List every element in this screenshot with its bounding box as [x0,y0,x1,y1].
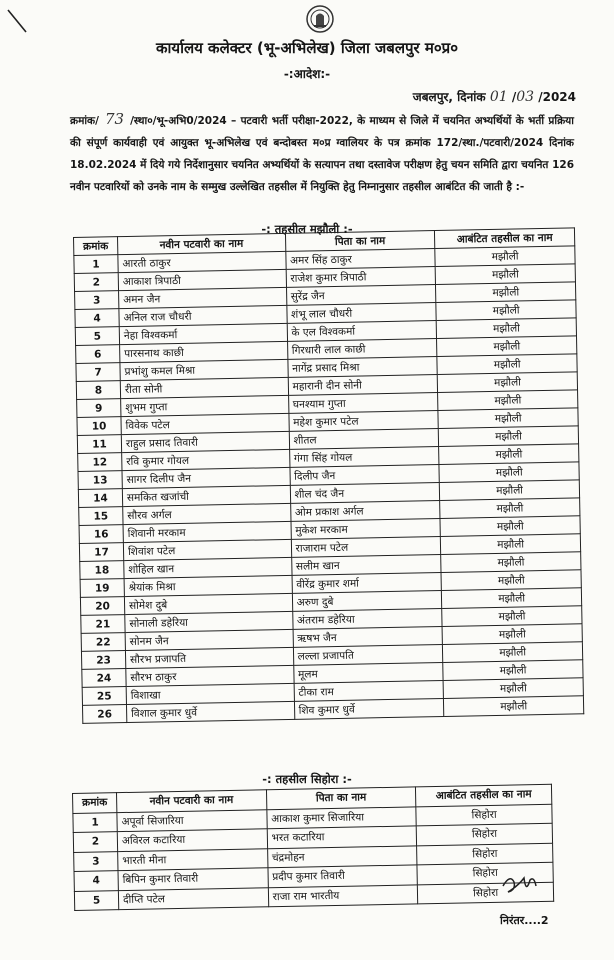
serial-cell: 22 [81,633,125,652]
father-name-cell: टीका राम [294,680,444,701]
tehsil-cell: मझौली [440,498,580,519]
name-cell: भारती मीना [118,848,268,870]
date-month: 03 [516,89,535,105]
tehsil-cell: मझौली [443,642,583,663]
tehsil-cell: मझौली [441,534,581,555]
column-header-father: पिता का नाम [266,787,416,809]
serial-cell: 3 [75,291,119,310]
date-day: 01 [489,89,508,105]
father-name-cell: शिव कुमार धुर्वे [294,698,444,719]
government-emblem-icon [305,4,335,34]
name-cell: सागर दिलीप जैन [122,467,290,488]
serial-cell: 7 [76,363,120,382]
tehsil-cell: मझौली [442,624,582,645]
tehsil-cell: मझौली [444,696,584,717]
serial-cell: 19 [80,579,124,598]
tehsil-cell: मझौली [443,678,583,699]
name-cell: सौरव अर्गल [123,503,291,524]
father-name-cell: अरुण दुबे [292,590,442,611]
father-name-cell: शीतल [289,429,439,450]
serial-cell: 5 [75,327,119,346]
father-name-cell: राजेश कुमार त्रिपाठी [286,267,436,288]
sihora-allocation-table [72,784,554,911]
name-cell: शिवांश पटेल [123,539,291,560]
father-name-cell: महारानी दीन सोनी [288,375,438,396]
name-cell: अविरल कटारिया [117,829,267,851]
father-name-cell: घनश्याम गुप्ता [288,393,438,414]
order-number: 73 [104,110,125,128]
column-header-tehsil: आबंटित तहसील का नाम [435,228,575,249]
name-cell: पारसनाथ काछी [120,341,288,362]
tehsil-cell: मझौली [435,264,575,285]
father-name-cell: लल्ला प्रजापति [293,644,443,665]
name-cell: समकित खजांची [122,485,290,506]
father-name-cell: वीरेंद्र कुमार शर्मा [292,572,442,593]
father-name-cell: मुकेश मरकाम [291,519,441,540]
tehsil-cell: मझौली [436,318,576,339]
name-cell: श्रेयांक मिश्रा [124,575,292,596]
serial-cell: 23 [81,651,125,670]
serial-cell: 6 [76,345,120,364]
column-header-father: पिता का नाम [285,231,435,252]
name-cell: अमन जैन [119,287,287,308]
name-cell: सौरभ प्रजापति [125,647,293,668]
father-name-cell: के एल विश्वकर्मा [287,321,437,342]
serial-cell: 9 [77,399,121,418]
name-cell: आकाश त्रिपाठी [118,269,286,290]
name-cell: सोमेश दुबे [124,593,292,614]
name-cell: रीता सोनी [120,377,288,398]
name-cell: विशाखा [126,683,294,704]
serial-cell: 11 [77,435,121,454]
tehsil-cell: मझौली [443,660,583,681]
serial-cell: 4 [74,871,118,891]
tehsil-cell: सिहोरा [417,862,553,884]
name-cell: शिवानी मरकाम [123,521,291,542]
tehsil-cell: मझौली [438,408,578,429]
name-cell: बिपिन कुमार तिवारी [118,868,268,890]
tehsil-cell: मझौली [440,480,580,501]
father-name-cell: अंतराम डहेरिया [292,608,442,629]
father-name-cell: ऋषभ जैन [293,626,443,647]
father-name-cell: भरत कटारिया [267,826,417,848]
serial-cell: 25 [82,687,126,706]
name-cell: शुभम गुप्ता [121,395,289,416]
name-cell: सोनम जैन [125,629,293,650]
serial-cell: 1 [74,255,118,274]
serial-cell: 3 [74,851,118,871]
order-body: /स्था०/भू-अभि0/2024 – पटवारी भर्ती परीक्षा-2022, के माध्यम से जिले में चयनित अभ्यर्थियों के भर्ती प्रक्रिया की संपूर्ण कार्यवाही एवं आयुक्त भू-अभिलेख एवं बन्दोबस्त म०प्र ग्वालियर के पत्र क्रमांक 172/स्था./पटवारी/2024 दिनांक 18.02.2024 में दिये गये निर्देशानुसार चयनित अभ्यर्थियों के सत्यापन तथा दस्तावेज परीक्षण हेतु चयन समिति द्वारा चयनित 126 नवीन पटवारियों को उनके नाम के सम्मुख उल्लेखित तहसील में नियुक्ति हेतु निम्नानुसार तहसील आबंटित की जाती है :- [70,115,574,193]
majhauli-allocation-table [73,227,584,724]
father-name-cell: ओम प्रकाश अर्गल [290,501,440,522]
tehsil-cell: मझौली [440,516,580,537]
sihora-rows [73,804,554,911]
serial-cell: 18 [80,561,124,580]
serial-cell: 1 [73,812,117,832]
serial-cell: 2 [73,832,117,852]
tehsil-cell: मझौली [439,426,579,447]
serial-cell: 16 [79,525,123,544]
tehsil-cell: मझौली [442,588,582,609]
serial-cell: 24 [82,669,126,688]
tehsil-cell: मझौली [435,246,575,267]
name-cell: सोनाली डहेरिया [125,611,293,632]
section-title-sihora: -: तहसील सिहोरा :- [262,772,352,786]
pen-stroke-mark [6,8,30,34]
tehsil-cell: मझौली [437,354,577,375]
tehsil-cell: मझौली [442,606,582,627]
order-prefix: क्रमांक/ [70,115,99,127]
serial-cell: 26 [82,705,126,724]
name-cell: अनिल राज चौधरी [119,305,287,326]
name-cell: रवि कुमार गोयल [122,449,290,470]
father-name-cell: गंगा सिंह गोयल [289,447,439,468]
column-header-name: नवीन पटवारी का नाम [117,233,285,254]
tehsil-cell: मझौली [441,570,581,591]
father-name-cell: सलीम खान [291,554,441,575]
name-cell: दीप्ति पटेल [118,887,268,909]
serial-cell: 15 [79,507,123,526]
tehsil-cell: मझौली [438,390,578,411]
name-cell: नेहा विश्वकर्मा [119,323,287,344]
order-label: -:आदेश:- [283,67,331,81]
column-header-name: नवीन पटवारी का नाम [116,790,266,812]
tehsil-cell: मझौली [436,300,576,321]
name-cell: विवेक पटेल [121,413,289,434]
order-paragraph [70,108,574,198]
serial-cell: 17 [79,543,123,562]
father-name-cell: चंद्रमोहन [267,845,417,867]
office-title: कार्यालय कलेक्टर (भू-अभिलेख) जिला जबलपुर म०प्र० [155,39,459,57]
date-year: /2024 [538,90,576,104]
serial-cell: 13 [78,471,122,490]
tehsil-cell: सिहोरा [417,843,553,865]
name-cell: राहुल प्रसाद तिवारी [121,431,289,452]
father-name-cell: अमर सिंह ठाकुर [285,249,435,270]
serial-cell: 5 [74,890,118,910]
handwritten-initials [500,872,540,900]
serial-cell: 4 [75,309,119,328]
father-name-cell: राजाराम पटेल [291,536,441,557]
tehsil-cell: मझौली [439,462,579,483]
serial-cell: 10 [77,417,121,436]
tehsil-cell: मझौली [437,336,577,357]
column-header-serial: क्रमांक [74,237,118,256]
majhauli-rows [74,246,584,724]
father-name-cell: राजा राम भारतीय [268,884,418,906]
father-name-cell: महेश कुमार पटेल [289,411,439,432]
father-name-cell: दिलीप जैन [290,465,440,486]
tehsil-cell: सिहोरा [418,882,554,904]
father-name-cell: शंभू लाल चौधरी [286,303,436,324]
column-header-serial: क्रमांक [73,793,117,813]
serial-cell: 14 [78,489,122,508]
tehsil-cell: सिहोरा [416,823,552,845]
tehsil-cell: मझौली [436,282,576,303]
father-name-cell: सुरेंद्र जैन [286,285,436,306]
tehsil-cell: मझौली [439,444,579,465]
father-name-cell: मूलम [293,662,443,683]
tehsil-cell: मझौली [437,372,577,393]
name-cell: विशाल कुमार धुर्वे [126,701,294,722]
name-cell: सौरभ ठाकुर [126,665,294,686]
section-title-majhauli: -: तहसील मझौली :- [261,222,353,236]
father-name-cell: आकाश कुमार सिजारिया [266,806,416,828]
name-cell: शोहिल खान [124,557,292,578]
tehsil-cell: सिहोरा [416,804,552,826]
order-date: जबलपुर, दिनांक 01 /03 /2024 [412,89,576,105]
father-name-cell: प्रदीप कुमार तिवारी [268,865,418,887]
name-cell: आरती ठाकुर [118,251,286,272]
column-header-tehsil: आबंटित तहसील का नाम [416,784,552,806]
name-cell: प्रभांशु कमल मिश्रा [120,359,288,380]
serial-cell: 20 [80,597,124,616]
father-name-cell: गिरधारी लाल काछी [287,339,437,360]
father-name-cell: शील चंद जैन [290,483,440,504]
tehsil-cell: मझौली [441,552,581,573]
father-name-cell: नागेंद्र प्रसाद मिश्रा [287,357,437,378]
serial-cell: 8 [76,381,120,400]
serial-cell: 2 [74,273,118,292]
date-prefix: जबलपुर, दिनांक [412,90,486,104]
continued-note: निरंतर....2 [500,914,549,927]
name-cell: अपूर्वा सिजारिया [117,809,267,831]
serial-cell: 12 [78,453,122,472]
serial-cell: 21 [81,615,125,634]
